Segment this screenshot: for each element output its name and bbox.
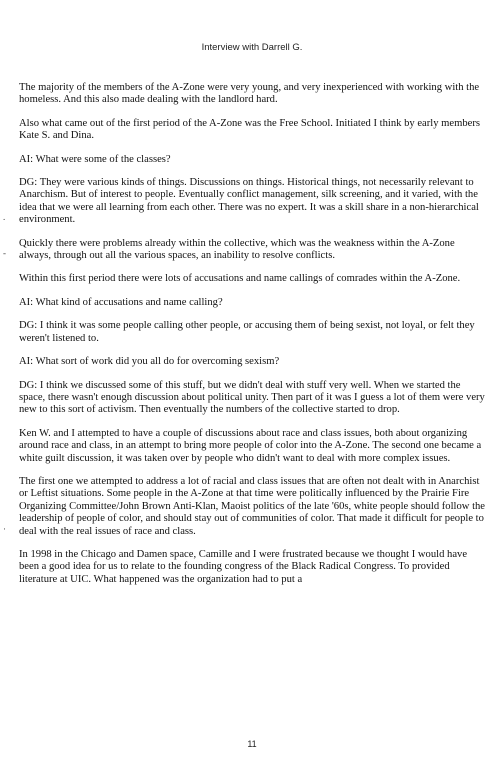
paragraph: Ken W. and I attempted to have a couple of discussions about race and class issues, both about organizing around race and class, in an attempt to bring more people of color into the A-Zone. The second one became a white guilt discussion, it was taken over by people who didn't want to deal with more complex issues. [19,427,482,464]
interview-body [19,82,485,597]
margin-mark: - [3,248,6,258]
paragraph: Quickly there were problems already within the collective, which was the weakness within the A-Zone always, through out all the various spaces, an inability to resolve conflicts. [19,237,455,262]
answer: DG: I think it was some people calling other people, or accusing them of being sexist, not loyal, or felt they weren't listened to. [19,320,475,344]
page-number: 11 [247,739,257,749]
question: AI: What sort of work did you all do for overcoming sexism? [19,356,280,368]
question: AI: What were some of the classes? [19,153,171,165]
question: AI: What kind of accusations and name calling? [19,296,223,308]
paragraph: Also what came out of the first period of the A-Zone was the Free School. Initiated I think by early members Kate S. and Dina. [19,117,480,142]
paragraph: The first one we attempted to address a lot of racial and class issues that are often not dealt with in Anarchist or Leftist situations. Some people in the A-Zone at that time were politically influenced by the Prairie Fire Organizing Committee/John Brown Anti-Klan, Maoist politics of the late '60s, white people should follow the leadership of people of color, and should stay out of communities of color. That made it difficult for people to deal with the real issues of race and class. [19,475,486,537]
margin-mark: . [3,212,6,222]
paragraph: Within this first period there were lots of accusations and name callings of comrades within the A-Zone. [19,273,461,285]
margin-mark: · [3,524,6,534]
paragraph: The majority of the members of the A-Zone were very young, and very inexperienced with working with the homeless. And this also made dealing with the landlord hard. [19,82,480,106]
page-header: Interview with Darrell G. [201,42,303,53]
answer: DG: They were various kinds of things. Discussions on things. Historical things, not necessarily relevant to Anarchism. But of interest to people. Eventually conflict management, silk screening, and it varied, with the idea that we were all learning from each other. There was no expert. It was a skill share in a non-hierarchical environment. [19,177,479,226]
paragraph: In 1998 in the Chicago and Damen space, Camille and I were frustrated because we thought I would have been a good idea for us to relate to the founding congress of the Black Radical Congress. To provided literature at UIC. What happened was the organization had to put a [19,548,468,585]
answer: DG: I think we discussed some of this stuff, but we didn't deal with stuff very well. When we started the space, there wasn't enough discussion about political unity. Then part of it was I guess a lot of them were very new to this sort of activism. Then eventually the numbers of the collective started to drop. [19,379,485,416]
